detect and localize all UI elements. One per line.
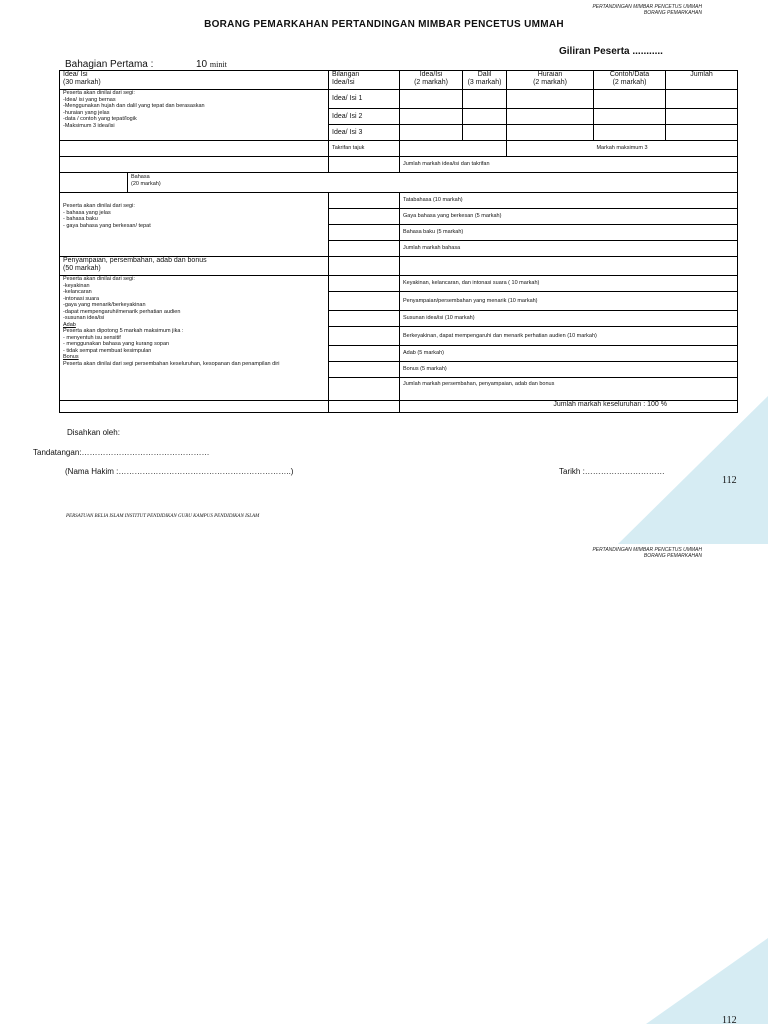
takrifan-row [60, 141, 738, 157]
header-col-huraian-label: Huraian [537, 71, 563, 78]
adab: Adab (5 markah) [400, 346, 738, 362]
header-col-jumlah-label: Jumlah [690, 71, 713, 78]
penyampaian-title: Penyampaian, persembahan, adab dan bonus [63, 257, 207, 264]
adab-criteria-line: - tidak sempat membuat kesimpulan [63, 347, 152, 354]
bonus: Bonus (5 markah) [400, 362, 738, 378]
score-cell[interactable] [329, 209, 400, 225]
score-cell[interactable] [329, 346, 400, 362]
score-cell[interactable] [666, 90, 738, 109]
bonus-title: Bonus [63, 354, 79, 360]
penyampaian-criteria-line: -susunan idea/isi [63, 315, 105, 321]
idea-criteria-line: Peserta akan dinilai dari segi: [63, 90, 135, 96]
bahasa-criteria-line: - gaya bahasa yang berkesan/ tepat [63, 222, 151, 229]
tatabahasa: Tatabahasa (10 markah) [400, 193, 738, 209]
idea-criteria-line: -Maksimum 3 idea/isi [63, 122, 115, 129]
header-bilangan-label2: Idea/Isi [332, 79, 355, 86]
header-idea-label: Idea/ Isi [63, 71, 88, 78]
penyampaian-marks: (50 markah) [63, 265, 101, 272]
header-idea [60, 71, 329, 90]
bahasa-marks: (20 markah) [131, 180, 161, 187]
running-header-line1: PERTANDINGAN MIMBAR PENCETUS UMMAH [592, 4, 702, 10]
penyampaian-criteria-line: -intonasi suara [63, 295, 100, 302]
running-header-2-line1: PERTANDINGAN MIMBAR PENCETUS UMMAH [592, 547, 702, 553]
bahasa-title: Bahasa [131, 174, 150, 180]
adab-criteria-line: Peserta akan dipotong 5 markah maksimum jika : [63, 328, 184, 334]
decor-triangle-bottom [646, 938, 768, 1024]
footer-text: PERSATUAN BELIA ISLAM INSTITUT PENDIDIKAN GURU KAMPUS PENDIDIKAN ISLAM [66, 514, 260, 519]
idea-isi-2: Idea/ Isi 2 [329, 109, 400, 125]
running-header [592, 4, 702, 16]
score-cell[interactable] [507, 90, 594, 109]
tarikh-field[interactable]: Tarikh :………………………… [559, 467, 665, 476]
score-cell[interactable] [507, 125, 594, 141]
header-col-huraian [507, 71, 594, 90]
score-cell[interactable] [594, 90, 666, 109]
penyampaian-criteria-line: -gaya yang menarik/berkeyakinan [63, 302, 146, 308]
score-cell[interactable] [329, 193, 400, 209]
markah-maksimum: Markah maksimum 3 [507, 141, 738, 157]
header-bilangan-label: Bilangan [332, 71, 360, 78]
header-col-idea [400, 71, 463, 90]
giliran-peserta: Giliran Peserta ........... [559, 46, 663, 57]
score-cell[interactable] [463, 90, 507, 109]
bahasa-row-1 [60, 193, 738, 209]
bahasa-header [60, 173, 738, 193]
duration-value: 10 [196, 59, 208, 70]
score-cell[interactable] [507, 109, 594, 125]
bahasa-criteria-line: - bahasa yang jelas [63, 209, 111, 216]
score-cell[interactable] [400, 141, 507, 157]
score-cell[interactable] [463, 125, 507, 141]
gaya-bahasa: Gaya bahasa yang berkesan (5 markah) [400, 209, 738, 225]
score-cell[interactable] [329, 378, 400, 401]
score-cell[interactable] [594, 125, 666, 141]
susunan-idea: Susunan idea/isi (10 markah) [400, 311, 738, 327]
header-col-huraian-marks: (2 markah) [533, 79, 567, 86]
idea-isi-1: Idea/ Isi 1 [329, 90, 400, 109]
empty-cell [60, 141, 329, 157]
empty-cell [400, 257, 738, 276]
header-col-dalil-label: Dalil [477, 71, 492, 78]
score-cell[interactable] [329, 362, 400, 378]
form-title: BORANG PEMARKAHAN PERTANDINGAN MIMBAR PENCETUS UMMAH [204, 19, 564, 30]
berkeyakinan: Berkeyakinan, dapat mempengaruhi dan menarik perhatian audien (10 markah) [400, 327, 738, 346]
adab-criteria-line: - menggunakan bahasa yang kurang sopan [63, 341, 170, 347]
bahagian-label [65, 59, 227, 70]
header-col-contoh-marks: (2 markah) [612, 79, 647, 86]
tandatangan-field[interactable]: Tandatangan:………………………………………… [33, 448, 210, 457]
penyampaian-row-1 [60, 276, 738, 292]
header-row [60, 71, 738, 90]
bahasa-criteria-line: Peserta akan dinilai dari segi: [63, 203, 135, 209]
bahagian-duration [196, 59, 227, 70]
idea-criteria-line: -huraian yang jelas [63, 109, 110, 116]
nama-hakim-field[interactable]: (Nama Hakim :………………………………………………………..) [65, 467, 294, 476]
jumlah-idea-row [60, 157, 738, 173]
penyampaian-header [60, 257, 329, 276]
score-cell[interactable] [329, 225, 400, 241]
idea-criteria-line: -Idea/ isi yang bernas [63, 96, 116, 103]
bahasa-header-row [60, 173, 738, 193]
score-cell[interactable] [400, 109, 463, 125]
header-col-dalil-marks: (3 markah) [467, 79, 502, 86]
header-col-idea-marks: (2 markah) [414, 79, 448, 86]
penyampaian-criteria-line: -dapat mempengaruhi/menarik perhatian audien [63, 308, 181, 315]
score-cell[interactable] [666, 109, 738, 125]
jumlah-idea-label: Jumlah markah idea/isi dan takrifan [400, 157, 738, 173]
bahasa-criteria [60, 193, 329, 257]
penyampaian-criteria-line: -kelancaran [63, 289, 92, 295]
header-col-jumlah [666, 71, 738, 90]
score-cell[interactable] [400, 90, 463, 109]
header-bilangan [329, 71, 400, 90]
bahasa-criteria-line: - bahasa baku [63, 216, 98, 222]
score-cell[interactable] [463, 109, 507, 125]
idea-criteria [60, 90, 329, 141]
score-cell[interactable] [400, 125, 463, 141]
score-cell[interactable] [329, 292, 400, 311]
score-cell[interactable] [329, 276, 400, 292]
page-number-2: 112 [722, 1015, 737, 1026]
score-cell[interactable] [329, 327, 400, 346]
jumlah-penyampaian: Jumlah markah persembahan, penyampaian, adab dan bonus [400, 378, 738, 401]
header-col-dalil [463, 71, 507, 90]
running-header-2 [592, 547, 702, 559]
jumlah-bahasa: Jumlah markah bahasa [400, 241, 738, 257]
score-cell[interactable] [329, 311, 400, 327]
disahkan-label: Disahkan oleh: [67, 428, 120, 437]
empty-cell [329, 257, 400, 276]
adab-criteria-line: - menyentuh isu sensitif [63, 334, 121, 341]
empty-cell [60, 157, 329, 173]
penyampaian-criteria-line: -keyakinan [63, 282, 90, 289]
header-col-contoh-label: Contoh/Data [609, 71, 650, 78]
header-col-idea-label: Idea/Isi [419, 71, 443, 78]
running-header-line2: BORANG PEMARKAHAN [643, 10, 702, 16]
duration-unit: minit [209, 60, 227, 69]
idea-criteria-line: -data / contoh yang tepat/logik [63, 116, 137, 122]
score-cell[interactable] [594, 109, 666, 125]
page-number: 112 [722, 475, 737, 486]
bahagian-text: Bahagian Pertama : [65, 59, 154, 70]
empty-cell [60, 401, 329, 413]
penyampaian-criteria [60, 276, 329, 401]
jumlah-keseluruhan: Jumlah markah keseluruhan : 100 % [400, 401, 738, 413]
header-col-contoh [594, 71, 666, 90]
idea-criteria-line: -Menggunakan hujah dan dalil yang tepat dan berasaskan [63, 103, 205, 109]
bahasa-baku: Bahasa baku (5 markah) [400, 225, 738, 241]
score-cell[interactable] [329, 241, 400, 257]
score-cell[interactable] [329, 401, 400, 413]
adab-title: Adab [63, 321, 76, 328]
running-header-2-line2: BORANG PEMARKAHAN [643, 553, 702, 559]
keyakinan: Keyakinan, kelancaran, dan intonasi suara ( 10 markah) [400, 276, 738, 292]
idea-row-1 [60, 90, 738, 109]
idea-isi-3: Idea/ Isi 3 [329, 125, 400, 141]
penyampaian-header-row [60, 257, 738, 276]
penyampaian-menarik: Penyampaian/persembahan yang menarik (10 markah) [400, 292, 738, 311]
takrifan-label: Takrifan tajuk [329, 141, 400, 157]
penyampaian-criteria-line: Peserta akan dinilai dari segi: [63, 276, 135, 282]
score-cell[interactable] [666, 125, 738, 141]
scoring-table [59, 70, 738, 413]
bonus-criteria: Peserta akan dinilai dari segi persembahan keseluruhan, kesopanan dan penampilan diri [63, 360, 280, 367]
score-cell[interactable] [329, 157, 400, 173]
header-idea-marks: (30 markah) [63, 79, 101, 86]
jumlah-keseluruhan-row [60, 401, 738, 413]
